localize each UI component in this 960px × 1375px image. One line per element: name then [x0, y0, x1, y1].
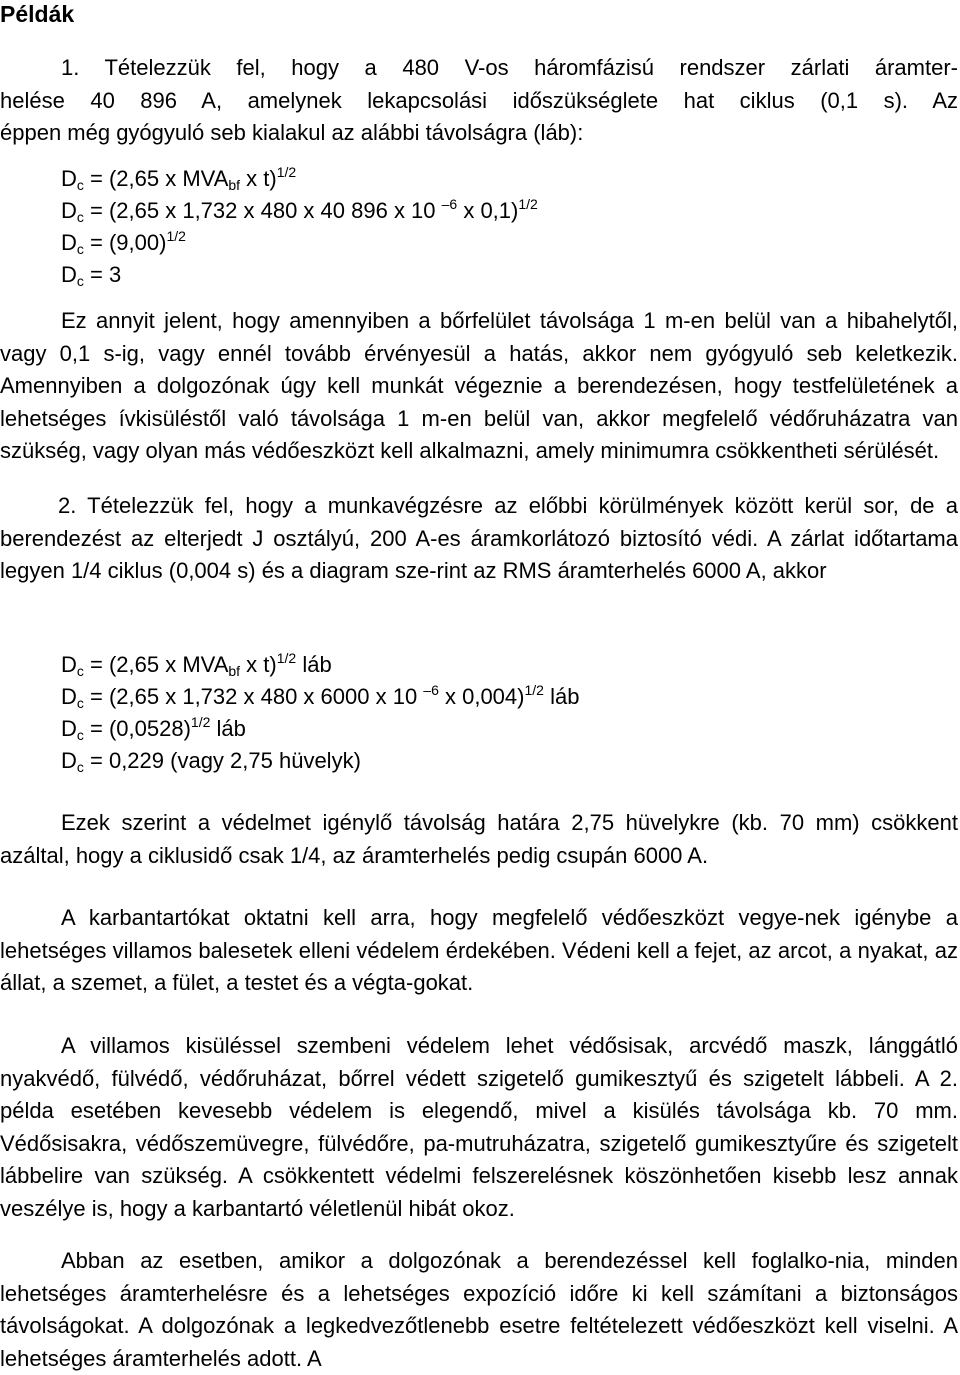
- formula-1-4: $D_c = 3$: [61, 262, 122, 289]
- formula-1-1: $D_c = (2,65$ x $MVA_{bf}$ x t)$^{1/2}$: [61, 164, 297, 193]
- paragraph-4: A villamos kisüléssel szembeni védelem lehet védősisak, arcvédő maszk, lánggátló nyakvédő, fülvédő, védőruházat, bőrrel védett szigetelő gumikesztyű és szigetelt lábbeli. A 2. példa esetében kevesebb védelem is elegendő, mivel a kisülés távolsága kb. 70 mm. Védősisakra, védőszemüvegre, fülvédőre, pa-mutruházatra, szigetelő gumikesztyűre és szigetelt lábbelire van szükség. A csökkentett védelmi felszerelésnek köszönhetően kisebb lesz annak veszélye is, hogy a karbantartó véletlenül hibát okoz.: [0, 1033, 958, 1221]
- example-1-intro: [0, 52, 958, 150]
- paragraph-5: Abban az esetben, amikor a dolgozónak a berendezéssel kell foglalko-nia, minden lehetséges áramterhelésre és a lehetséges expozíció időre ki kell számítani a biztonságos távolságokat. A dolgozónak a legkedvezőtlenebb esetre feltételezett védőeszközt kell viselni. A lehetséges áramterhelés adott. A: [0, 1248, 958, 1371]
- formula-2-2: $D_c = (2,65$ x 1,732 x 480 x 6000 x 10 $^{-6}$ x 0,004)$^{1/2}$ láb: [61, 682, 580, 711]
- section-heading: Példák: [0, 1, 75, 27]
- formula-2-4: $D_c = 0,229$ (vagy 2,75 hüvelyk): [61, 748, 361, 775]
- paragraph-2: Ezek szerint a védelmet igénylő távolság határa 2,75 hüvelykre (kb. 70 mm) csökkent azáltal, hogy a ciklusidő csak 1/4, az áramterhelés pedig csupán 6000 A.: [0, 810, 958, 868]
- formula-1-2: $D_c = (2,65$ x 1,732 x 480 x 40 896 x 10 $^{-6}$ x 0,1)$^{1/2}$: [61, 196, 538, 225]
- example-1-line-1: 1. Tételezzük fel, hogy a 480 V-os háromfázisú rendszer zárlati áramter-: [61, 55, 958, 80]
- formula-1-3: $D_c = (9,00)^{1/2}$: [61, 228, 186, 257]
- formula-2-1: $D_c = (2,65$ x $MVA_{bf}$ x t)$^{1/2}$ láb: [61, 650, 332, 679]
- example-1-line-3: éppen még gyógyuló seb kialakul az alábbi távolságra (láb):: [0, 120, 584, 145]
- example-1-line-2: helése 40 896 A, amelynek lekapcsolási időszükséglete hat ciklus (0,1 s). Az: [0, 87, 958, 113]
- paragraph-3: A karbantartókat oktatni kell arra, hogy megfelelő védőeszközt vegye-nek igénybe a lehetséges villamos balesetek elleni védelem érdekében. Védeni kell a fejet, az arcot, a nyakat, az állat, a szemet, a fület, a testet és a végta-gokat.: [0, 905, 958, 995]
- paragraph-1: Ez annyit jelent, hogy amennyiben a bőrfelület távolsága 1 m-en belül van a hibahelytől, vagy 0,1 s-ig, vagy ennél tovább érvényesül a hatás, akkor nem gyógyuló seb keletkezik. Amennyiben a dolgozónak úgy kell munkát végeznie a berendezésen, hogy testfelületének a lehetséges ívkisüléstől való távolsága 1 m-en belül van, akkor megfelelő védőruházatra van szükség, vagy olyan más védőeszközt kell alkalmazni, amely minimumra csökkentheti sérülését.: [0, 308, 958, 463]
- formula-2-3: $D_c = (0,0528)^{1/2}$ láb: [61, 714, 246, 743]
- example-2-intro: 2. Tételezzük fel, hogy a munkavégzésre az előbbi körülmények között kerül sor, de a berendezést az elterjedt J osztályú, 200 A-es áramkorlátozó biztosító védi. A zárlat időtartama legyen 1/4 ciklus (0,004 s) és a diagram sze-rint az RMS áramterhelés 6000 A, akkor: [0, 493, 958, 583]
